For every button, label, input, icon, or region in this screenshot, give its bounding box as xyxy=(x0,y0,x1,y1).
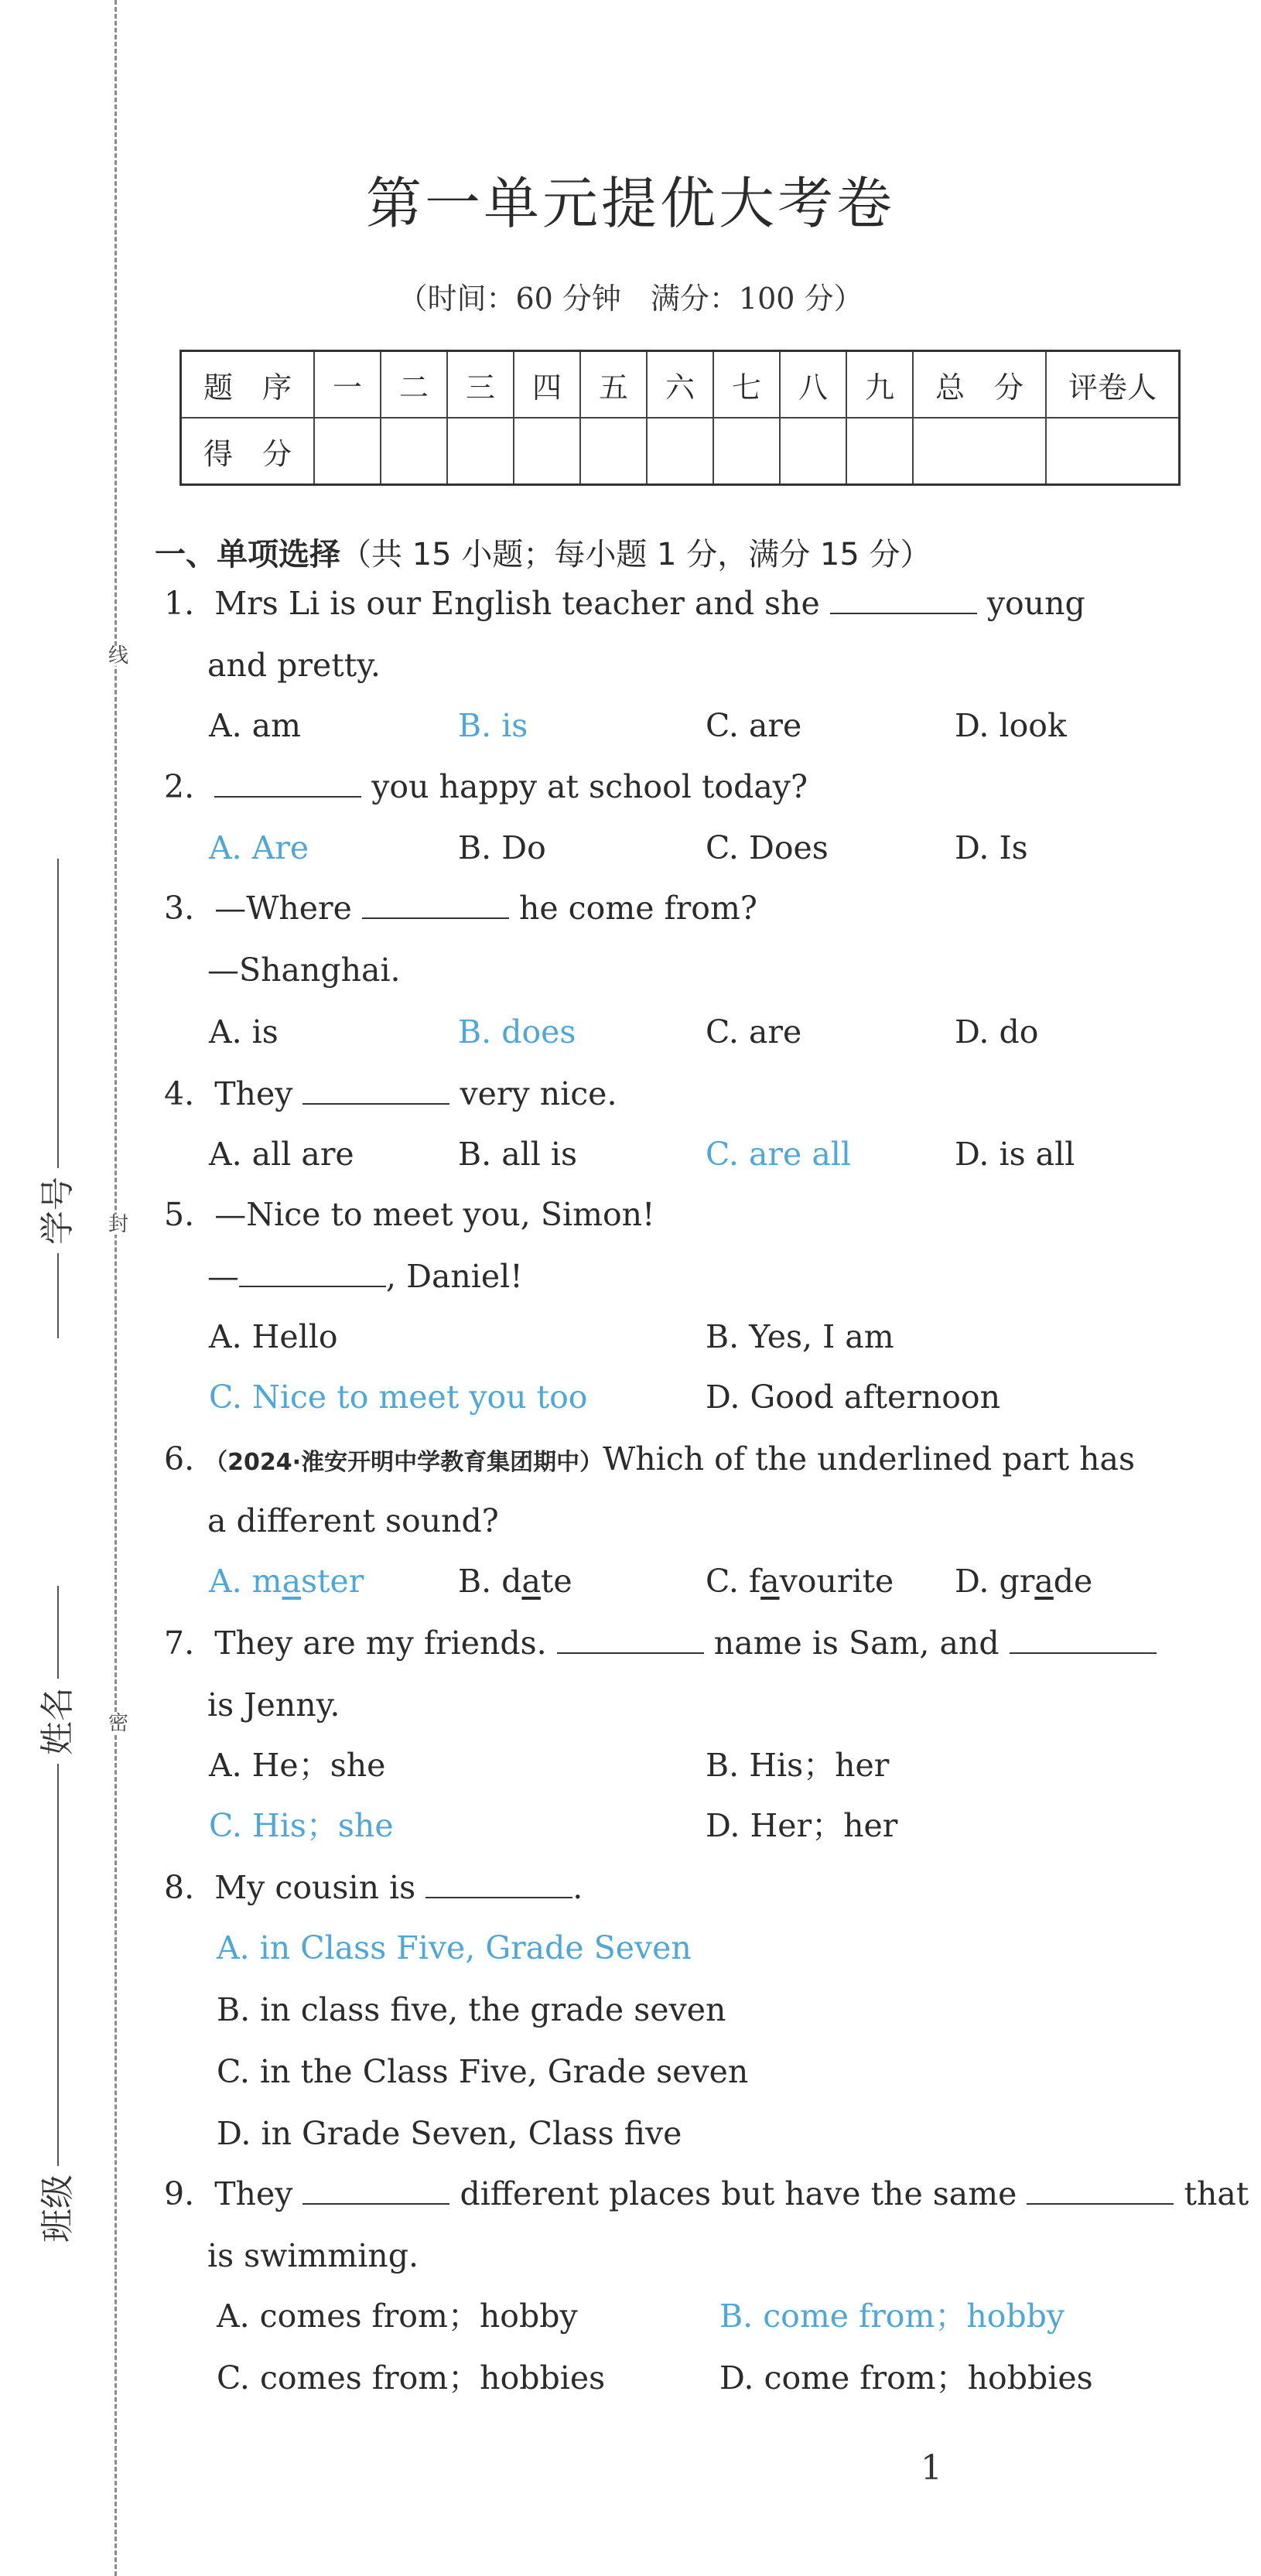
q-text: They xyxy=(214,2175,293,2212)
student-number-label: 学号 xyxy=(38,1177,77,1245)
student-name-field[interactable] xyxy=(31,1586,85,1841)
option-d[interactable]: D. come from；hobbies xyxy=(719,2359,1093,2397)
option-b[interactable] xyxy=(458,1563,572,1601)
q-text: , Daniel! xyxy=(386,1258,523,1295)
q-text: —Where xyxy=(214,890,352,927)
q-text: he come from? xyxy=(518,890,757,927)
option-d[interactable]: D. do xyxy=(955,1013,1039,1051)
question-2 xyxy=(164,768,808,806)
q-text: you happy at school today? xyxy=(371,768,808,805)
opt-text: ster xyxy=(301,1563,364,1600)
answer-blank[interactable] xyxy=(302,2177,449,2205)
option-a[interactable]: A. Hello xyxy=(209,1318,338,1355)
student-name-label: 姓名 xyxy=(38,1687,77,1755)
question-3 xyxy=(164,890,757,928)
score-col: 六 xyxy=(647,351,713,419)
student-name-line[interactable] xyxy=(57,1586,59,1679)
q-text: different places but have the same xyxy=(460,2175,1017,2212)
score-table-row-label: 题 序 xyxy=(181,351,315,419)
option-a-correct[interactable] xyxy=(209,1563,364,1601)
option-b-correct[interactable]: B. is xyxy=(458,707,528,744)
score-cell[interactable] xyxy=(580,418,647,485)
option-a[interactable]: A. comes from；hobby xyxy=(217,2298,578,2335)
q-number: 7. xyxy=(164,1625,195,1662)
option-d[interactable]: D. Is xyxy=(955,829,1028,866)
q-text: My cousin is xyxy=(214,1869,416,1906)
opt-text: A. m xyxy=(209,1563,282,1600)
question-7-line2: is Jenny. xyxy=(207,1686,340,1724)
score-col: 三 xyxy=(447,351,514,419)
student-number-line-tail xyxy=(57,1253,59,1338)
q-number: 9. xyxy=(164,2175,195,2212)
score-col: 八 xyxy=(780,351,846,419)
option-c[interactable]: C. in the Class Five, Grade seven xyxy=(217,2053,749,2090)
score-col: 九 xyxy=(846,351,913,419)
option-d[interactable]: D. in Grade Seven, Class five xyxy=(217,2115,682,2152)
underlined-letter: a xyxy=(282,1563,302,1600)
question-9-line2: is swimming. xyxy=(207,2237,419,2274)
score-cell[interactable] xyxy=(514,418,580,485)
option-b[interactable]: B. Yes, I am xyxy=(706,1318,894,1355)
option-b[interactable]: B. in class five, the grade seven xyxy=(217,1991,726,2028)
score-cell-total[interactable] xyxy=(913,418,1046,485)
question-3-line2: —Shanghai. xyxy=(207,951,401,989)
answer-blank[interactable] xyxy=(214,770,361,798)
score-col: 五 xyxy=(580,351,647,419)
score-cell[interactable] xyxy=(314,418,381,485)
q-text: . xyxy=(572,1869,583,1906)
question-source: （2024·淮安开明中学教育集团期中） xyxy=(204,1449,603,1476)
margin-mark-feng: 封 xyxy=(108,1213,129,1236)
question-9 xyxy=(164,2175,1249,2213)
page-number: 1 xyxy=(921,2448,942,2488)
q-number: 8. xyxy=(164,1869,195,1906)
score-col: 二 xyxy=(381,351,447,419)
score-col: 一 xyxy=(314,351,381,419)
option-d[interactable]: D. Good afternoon xyxy=(706,1379,1001,1416)
question-6-line2: a different sound? xyxy=(207,1502,499,1539)
student-number-line[interactable] xyxy=(57,859,59,1168)
section-1-title: 一、单项选择 xyxy=(155,537,340,572)
student-number-field[interactable] xyxy=(31,859,85,1338)
underlined-letter: a xyxy=(760,1563,780,1600)
opt-text: vourite xyxy=(779,1563,894,1600)
option-c-correct[interactable]: C. Nice to meet you too xyxy=(209,1379,588,1416)
option-b-correct[interactable]: B. does xyxy=(458,1013,576,1051)
section-1-heading xyxy=(155,530,931,574)
underlined-letter: a xyxy=(1034,1563,1054,1600)
option-c-correct[interactable]: C. are all xyxy=(706,1136,851,1173)
score-table xyxy=(179,350,1181,486)
score-row-label: 得 分 xyxy=(181,418,315,485)
q-text: name is Sam, and xyxy=(713,1625,1000,1662)
answer-blank[interactable] xyxy=(302,1077,449,1105)
option-d[interactable]: D. is all xyxy=(955,1136,1075,1173)
q-text: They xyxy=(214,1075,293,1112)
student-name-line-tail xyxy=(57,1764,59,1841)
question-4 xyxy=(164,1075,617,1113)
class-line[interactable] xyxy=(57,1841,59,2166)
option-c[interactable] xyxy=(706,1563,894,1601)
score-col-total: 总 分 xyxy=(913,351,1046,419)
option-c[interactable]: C. are xyxy=(706,1013,802,1051)
score-cell[interactable] xyxy=(381,418,447,485)
q-text: —Nice to meet you, Simon! xyxy=(214,1196,655,1233)
question-1 xyxy=(164,585,1085,623)
q-text: Which of the underlined part has xyxy=(603,1440,1135,1478)
q-number: 2. xyxy=(164,768,195,805)
answer-blank[interactable] xyxy=(362,891,509,919)
q-text: very nice. xyxy=(460,1075,617,1112)
q-number: 5. xyxy=(164,1196,195,1233)
score-cell[interactable] xyxy=(780,418,846,485)
opt-text: de xyxy=(1053,1563,1093,1600)
q-number: 3. xyxy=(164,890,195,927)
option-b[interactable]: B. all is xyxy=(458,1136,578,1173)
answer-blank[interactable] xyxy=(425,1871,572,1898)
option-c[interactable]: C. Does xyxy=(706,829,829,866)
class-label: 班级 xyxy=(38,2175,77,2243)
q-number: 1. xyxy=(164,585,195,622)
opt-text: C. f xyxy=(706,1563,761,1600)
score-table-score-row xyxy=(181,418,1180,485)
margin-mark-xian: 线 xyxy=(108,644,129,668)
option-c[interactable]: C. comes from；hobbies xyxy=(217,2359,606,2397)
q-text: young xyxy=(986,585,1085,622)
question-6 xyxy=(164,1440,1135,1478)
option-c-correct[interactable]: C. His；she xyxy=(209,1807,394,1844)
option-c[interactable]: C. are xyxy=(706,707,802,744)
score-cell-grader[interactable] xyxy=(1046,418,1180,485)
score-cell[interactable] xyxy=(713,418,780,485)
answer-blank[interactable] xyxy=(239,1259,386,1287)
option-a-correct[interactable]: A. Are xyxy=(209,829,309,866)
option-a[interactable]: A. all are xyxy=(209,1136,354,1173)
exam-time-score: （时间：60 分钟 满分：100 分） xyxy=(398,282,863,316)
score-cell[interactable] xyxy=(447,418,514,485)
option-d[interactable]: D. Her；her xyxy=(706,1807,898,1844)
margin-mark-mi: 密 xyxy=(108,1712,129,1735)
option-a-correct[interactable]: A. in Class Five, Grade Seven xyxy=(217,1929,692,1966)
score-col-grader: 评卷人 xyxy=(1046,351,1180,419)
section-1-info: （共 15 小题；每小题 1 分，满分 15 分） xyxy=(340,537,931,572)
q-number: 6. xyxy=(164,1440,195,1478)
q-text: They are my friends. xyxy=(214,1625,547,1662)
question-7 xyxy=(164,1625,1157,1662)
option-a[interactable]: A. is xyxy=(209,1013,279,1051)
option-a[interactable]: A. He；she xyxy=(209,1747,386,1784)
score-table-header-row xyxy=(181,351,1180,419)
page-title: 第一单元提优大考卷 xyxy=(365,171,895,236)
question-1-line2: and pretty. xyxy=(207,647,381,684)
option-b[interactable]: B. His；her xyxy=(706,1747,890,1784)
option-b-correct[interactable]: B. come from；hobby xyxy=(719,2298,1065,2335)
answer-blank[interactable] xyxy=(557,1626,704,1654)
q-text: Mrs Li is our English teacher and she xyxy=(214,585,820,622)
q-text: — xyxy=(207,1258,239,1295)
q-number: 4. xyxy=(164,1075,195,1112)
question-8 xyxy=(164,1869,583,1907)
question-5-line2 xyxy=(207,1258,523,1296)
score-col: 四 xyxy=(514,351,580,419)
option-d[interactable] xyxy=(955,1563,1092,1601)
question-5 xyxy=(164,1196,655,1234)
class-field[interactable] xyxy=(31,1841,85,2251)
binding-dashed-line xyxy=(114,0,117,2576)
opt-text: D. gr xyxy=(955,1563,1035,1600)
opt-text: te xyxy=(540,1563,572,1600)
option-a[interactable]: A. am xyxy=(209,707,301,744)
underlined-letter: a xyxy=(521,1563,541,1600)
answer-blank[interactable] xyxy=(1027,2177,1174,2205)
option-b[interactable]: B. Do xyxy=(458,829,546,866)
score-cell[interactable] xyxy=(647,418,713,485)
answer-blank[interactable] xyxy=(830,586,977,614)
option-d[interactable]: D. look xyxy=(955,707,1067,744)
answer-blank[interactable] xyxy=(1010,1626,1157,1654)
q-text: that xyxy=(1184,2175,1249,2212)
opt-text: B. d xyxy=(458,1563,522,1600)
score-col: 七 xyxy=(713,351,780,419)
score-cell[interactable] xyxy=(846,418,913,485)
